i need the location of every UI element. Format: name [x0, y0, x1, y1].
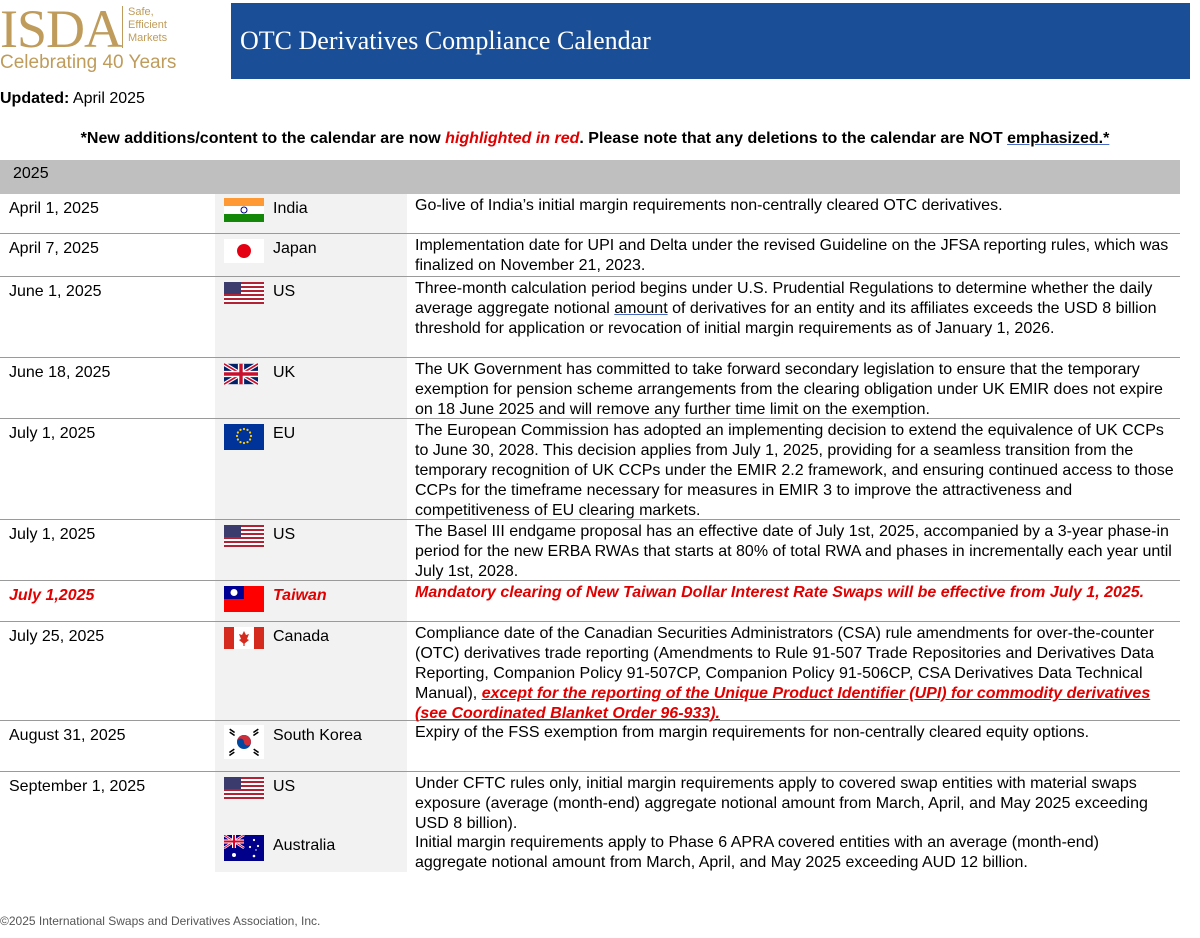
calendar-row — [0, 419, 1180, 520]
notice-emphasis: emphasized.* — [1007, 130, 1110, 147]
notice-part2: . Please note that any deletions to the calendar are NOT — [579, 130, 1008, 147]
row-country: US — [273, 526, 296, 543]
calendar-row — [0, 277, 1180, 358]
us-flag-icon — [224, 525, 264, 549]
row-description: Under CFTC rules only, initial margin requirements apply to covered swap entities with material swaps exposure (average (month-end) aggregate notional amount from March, April, and May 2025 exceeding USD 8 billion). — [415, 775, 1148, 832]
row-country: South Korea — [273, 727, 362, 744]
row-country: Taiwan — [273, 587, 327, 604]
row-description: The European Commission has adopted an implementing decision to extend the equivalence of UK CCPs to June 30, 2028. This decision applies from July 1, 2025, providing for a seamless transition from the temporary recognition of UK CCPs under the EMIR 2.2 framework, and ensuring continued access to those CCPs for the timeframe necessary for measures in EMIR 3 to improve the attractiveness and competitiveness of EU clearing markets. — [415, 422, 1174, 519]
row-country: India — [273, 200, 308, 217]
logo-wordmark: ISDA — [0, 0, 123, 59]
notice-highlight: highlighted in red — [445, 130, 580, 147]
calendar-row — [0, 358, 1180, 419]
row-country: EU — [273, 425, 296, 442]
japan-flag-icon — [224, 239, 264, 263]
tagline-line: Markets — [128, 32, 168, 44]
row-date: September 1, 2025 — [9, 778, 146, 795]
year-label: 2025 — [13, 165, 49, 182]
row-country: Canada — [273, 628, 330, 645]
row-date: June 1, 2025 — [9, 283, 102, 300]
us-flag-icon — [224, 282, 264, 306]
copyright-footer: ©2025 International Swaps and Derivatives Association, Inc. — [0, 914, 321, 928]
south-korea-flag-icon — [224, 725, 264, 759]
calendar-row — [0, 772, 1180, 872]
row-date: April 1, 2025 — [9, 200, 99, 217]
taiwan-flag-icon — [224, 586, 264, 610]
row-country: US — [273, 283, 296, 300]
desc-text: Compliance date of the Canadian Securities Administrators (CSA) rule amendments for over-the-counter (OTC) derivatives trade reporting (Amendments to Rule 91-507 Trade Repositories and Derivatives Data Reporting, Companion Policy 91-507CP, Companion Policy 91-506CP, CSA Derivatives Data Technical Manual), — [415, 625, 1155, 702]
title-bar — [231, 3, 1190, 79]
india-flag-icon — [224, 198, 264, 222]
australia-flag-icon — [224, 835, 264, 861]
uk-flag-icon — [224, 363, 264, 387]
isda-logo — [0, 2, 230, 78]
logo-tagline — [122, 6, 167, 48]
row-country: Australia — [273, 837, 336, 854]
row-date: July 1, 2025 — [9, 526, 96, 543]
calendar-row — [0, 721, 1180, 772]
calendar-row-new — [0, 581, 1180, 622]
anniversary-text: Celebrating 40 Years — [0, 52, 177, 73]
row-description — [415, 279, 1175, 339]
row-country: US — [273, 778, 296, 795]
row-description: The Basel III endgame proposal has an effective date of July 1st, 2025, accompanied by a 3-year phase-in period for the new ERBA RWAs that starts at 80% of total RWA and phases in incrementally each year until July 1st, 2028. — [415, 523, 1172, 580]
row-description: Mandatory clearing of New Taiwan Dollar Interest Rate Swaps will be effective from July 1, 2025. — [415, 584, 1145, 601]
us-flag-icon — [224, 777, 264, 801]
notice-line — [0, 130, 1190, 148]
desc-underlined: amount — [614, 300, 668, 317]
row-description — [415, 624, 1175, 724]
row-date: August 31, 2025 — [9, 727, 126, 744]
row-date: June 18, 2025 — [9, 364, 111, 381]
updated-line — [0, 90, 145, 108]
row-date: July 1,2025 — [9, 587, 95, 604]
row-description: Implementation date for UPI and Delta under the revised Guideline on the JFSA reporting rules, which was finalized on November 21, 2023. — [415, 237, 1169, 274]
eu-flag-icon — [224, 424, 264, 448]
row-country: UK — [273, 364, 296, 381]
row-date: April 7, 2025 — [9, 240, 99, 257]
updated-label: Updated: — [0, 90, 70, 107]
row-date: July 25, 2025 — [9, 628, 105, 645]
row-country: Japan — [273, 240, 317, 257]
row-date: July 1, 2025 — [9, 425, 96, 442]
row-description: The UK Government has committed to take forward secondary legislation to ensure that the temporary exemption for pension scheme arrangements from the clearing obligation under UK EMIR does not expire on 18 June 2025 and will remove any further time limit on the exemption. — [415, 361, 1163, 418]
year-header — [0, 160, 1180, 194]
notice-part1: *New additions/content to the calendar are now — [80, 130, 446, 147]
calendar-row — [0, 194, 1180, 234]
canada-flag-icon — [224, 627, 264, 651]
row-description: Initial margin requirements apply to Phase 6 APRA covered entities with an average (month-end) aggregate notional amount from March, April, and May 2025 exceeding AUD 12 billion. — [415, 834, 1099, 871]
row-description: Expiry of the FSS exemption from margin requirements for non-centrally cleared equity options. — [415, 724, 1090, 741]
desc-text: of derivatives for an entity and its affiliates exceeds the USD 8 billion threshold for application or revocation of initial margin requirements as of January 1, 2026. — [415, 300, 1157, 337]
calendar-row — [0, 622, 1180, 721]
desc-text: Three-month calculation period begins under U.S. Prudential Regulations to determine whether the daily average aggregate notional — [415, 280, 1153, 317]
calendar-row — [0, 234, 1180, 277]
tagline-line: Efficient — [128, 19, 167, 31]
desc-new-highlight: except for the reporting of the Unique Product Identifier (UPI) for commodity derivatives (see Coordinated Blanket Order 96-933) — [415, 685, 1151, 722]
updated-value: April 2025 — [72, 90, 145, 107]
desc-new-highlight-end: . — [715, 705, 720, 722]
calendar-row — [0, 520, 1180, 581]
tagline-line: Safe, — [128, 6, 154, 18]
page-title: OTC Derivatives Compliance Calendar — [240, 26, 651, 55]
row-description: Go-live of India’s initial margin requirements non-centrally cleared OTC derivatives. — [415, 197, 1003, 214]
